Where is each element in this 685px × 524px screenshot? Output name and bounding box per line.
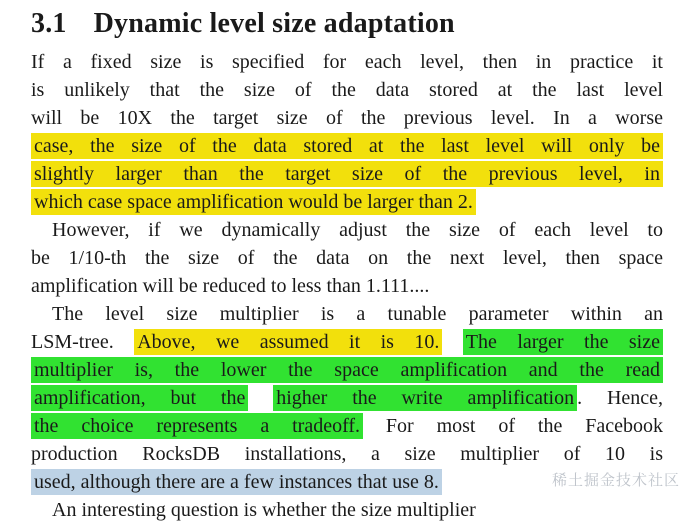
text-line [31,160,663,188]
text-line [31,384,663,412]
plain-text [248,387,273,409]
text-line [31,104,663,132]
text-line [31,216,663,244]
text-line [31,440,663,468]
text-line [31,272,663,300]
text-line [31,412,663,440]
plain-text: If a fixed size is specified for each level, then in practice it [31,51,663,73]
text-line [31,48,663,76]
paragraph [31,216,663,300]
text-line [31,328,663,356]
paragraph [31,300,663,496]
section-heading [31,6,663,42]
plain-text: will be 10X the target size of the previous level. In a worse [31,107,663,129]
highlighted-text-yellow: case, the size of the data stored at the last level will only be [31,133,663,159]
highlighted-text-green: the choice represents a tradeoff. [31,413,363,439]
plain-text: An interesting question is whether the size multiplier [52,499,476,521]
section-title-text: Dynamic level size adaptation [93,8,455,39]
plain-text [442,331,462,353]
highlighted-text-blue: used, although there are a few instances that use 8. [31,469,442,495]
section-number: 3.1 [31,8,67,39]
paragraph [31,496,663,524]
plain-text: be 1/10-th the size of the data on the next level, then space [31,247,663,269]
watermark: 稀土掘金技术社区 [551,471,680,489]
text-line [31,496,663,524]
highlighted-text-green: multiplier is, the lower the space amplification and the read [31,357,663,383]
text-line [31,188,663,216]
plain-text: is unlikely that the size of the data stored at the last level [31,79,663,101]
text-line [31,244,663,272]
plain-text: amplification will be reduced to less than 1.111.... [31,275,430,297]
highlighted-text-yellow: slightly larger than the target size of the previous level, in [31,161,663,187]
text-line [31,132,663,160]
text-line [31,300,663,328]
highlighted-text-green: amplification, but the [31,385,248,411]
highlighted-text-green: higher the write amplification [273,385,577,411]
highlighted-text-yellow: Above, we assumed it is 10. [134,329,442,355]
plain-text: LSM-tree. [31,331,135,353]
text-line [31,468,663,496]
plain-text: The level size multiplier is a tunable parameter within an [52,303,663,325]
plain-text: production RocksDB installations, a size multiplier of 10 is [31,443,663,465]
plain-text: However, if we dynamically adjust the size of each level to [52,219,663,241]
plain-text: For most of the Facebook [363,415,663,437]
plain-text: . Hence, [577,387,664,409]
text-line [31,356,663,384]
highlighted-text-green: The larger the size [463,329,663,355]
highlighted-text-yellow: which case space amplification would be larger than 2. [31,189,476,215]
paragraph [31,48,663,216]
text-line [31,76,663,104]
body-text [31,48,663,524]
